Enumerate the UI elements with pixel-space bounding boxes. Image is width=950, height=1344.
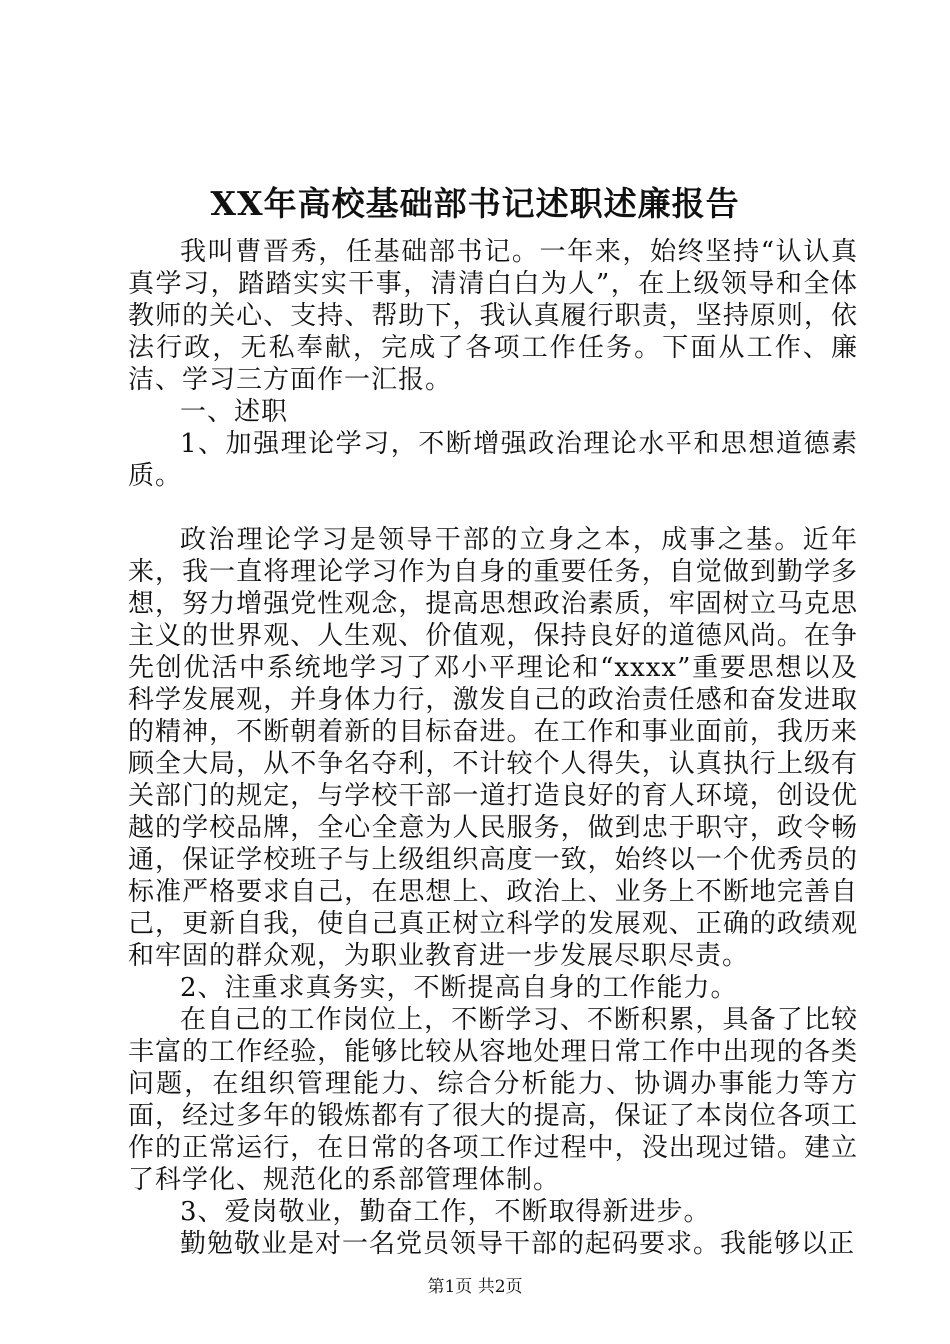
body-paragraph-1: 政治理论学习是领导干部的立身之本，成事之基。近年来，我一直将理论学习作为自身的重要任务，自觉做到勤学多想，努力增强党性观念，提高思想政治素质，牢固树立马克思主义的世界观、人生观、价值观，保持良好的道德风尚。在争先创优活中系统地学习了邓小平理论和“xxxx”重要思想以及科学发展观，并身体力行，激发自己的政治责任感和奋发进取的精神，不断朝着新的目标奋进。在工作和事业面前，我历来顾全大局，从不争名夺利，不计较个人得失，认真执行上级有关部门的规定，与学校干部一道打造良好的育人环境，创设优越的学校品牌，全心全意为人民服务，做到忠于职守，政令畅通，保证学校班子与上级组织高度一致，始终以一个优秀员的标准严格要求自己，在思想上、政治上、业务上不断地完善自己，更新自我，使自己真正树立科学的发展观、正确的政绩观和牢固的群众观，为职业教育进一步发展尽职尽责。 [128, 525, 858, 971]
item-heading-2: 2、注重求真务实，不断提高自身的工作能力。 [180, 973, 738, 1003]
item-heading-3: 3、爱岗敬业，勤奋工作，不断取得新进步。 [180, 1197, 711, 1227]
body-paragraph-2: 在自己的工作岗位上，不断学习、不断积累，具备了比较丰富的工作经验，能够比较从容地处理日常工作中出现的各类问题，在组织管理能力、综合分析能力、协调办事能力等方面，经过多年的锻炼都有了很大的提高，保证了本岗位各项工作的正常运行，在日常的各项工作过程中，没出现过错。建立了科学化、规范化的系部管理体制。 [128, 1005, 858, 1195]
intro-paragraph: 我叫曹晋秀，任基础部书记。一年来，始终坚持“认认真真学习，踏踏实实干事，清清白白为人”，在上级领导和全体教师的关心、支持、帮助下，我认真履行职责，坚持原则，依法行政，无私奉献，完成了各项工作任务。下面从工作、廉洁、学习三方面作一汇报。 [128, 237, 858, 395]
item-heading-1: 1、加强理论学习，不断增强政治理论水平和思想道德素质。 [128, 429, 858, 491]
section-heading-shuzhi: 一、述职 [180, 397, 289, 427]
document-title: XX年高校基础部书记述职述廉报告 [210, 184, 740, 223]
body-paragraph-3: 勤勉敬业是对一名党员领导干部的起码要求。我能够以正 [180, 1229, 856, 1259]
document-body [128, 236, 858, 1260]
page-footer: 第1页 共2页 [427, 1277, 523, 1297]
